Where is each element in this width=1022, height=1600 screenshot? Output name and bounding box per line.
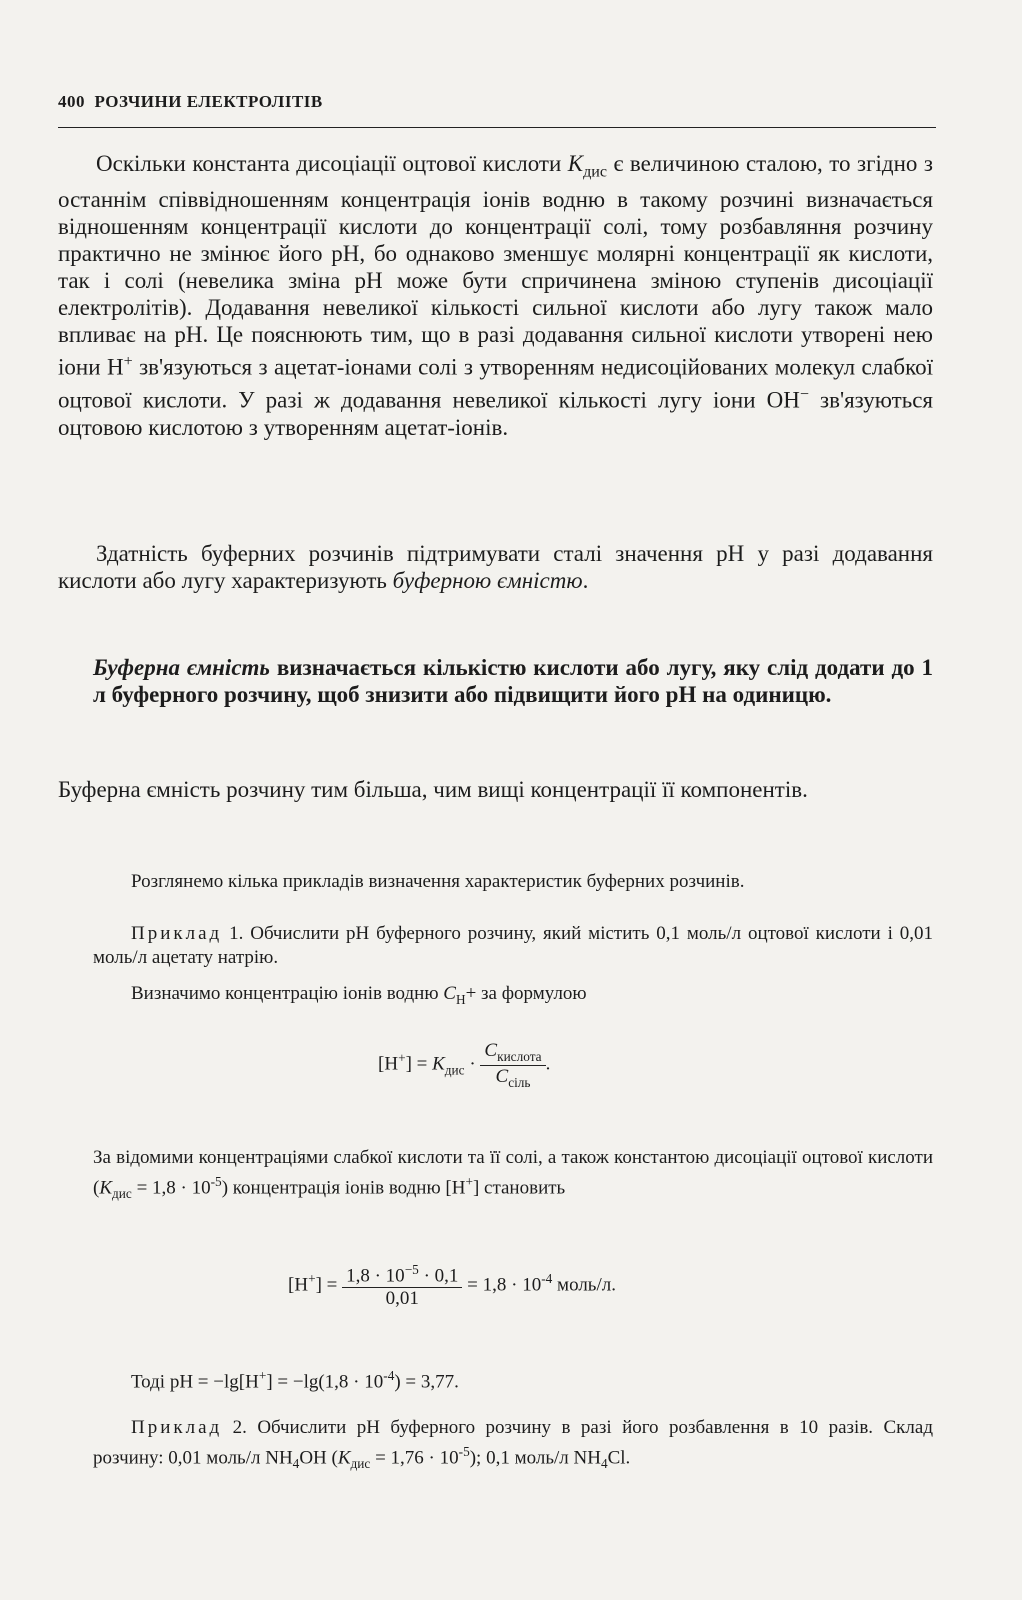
example-1-result: Тоді pH = $-\lg[H^+] = -\lg(1,8 \cdot 10^{-4}) = 3,77$. xyxy=(131,1368,459,1393)
running-header xyxy=(58,92,936,112)
page-number: 400 xyxy=(58,92,85,111)
example-1-statement: Приклад 1. Обчислити pH буферного розчину, який містить 0,1 моль/л оцтової кислоти і 0,01 моль/л ацетату натрію. xyxy=(93,923,933,968)
fraction-acid-over-salt: $\frac{C_{кислота}}{C_{сіль}}$ xyxy=(480,1040,545,1091)
paragraph-buffer-action: Оскільки константа дисоціації оцтової кислоти $K_{дис}$ є величиною сталою, то згідно з останнім співвідношенням концентрація іонів водню в такому розчині визначається відношенням концентрації кислоти до концентрації солі, тому розбавляння розчину практично не змінює його pH, бо однаково зменшує молярні концентрації як кислоти, так і солі (невелика зміна pH може бути спричинена зміною ступенів дисоціації електролітів). Додавання невеликої кількості сильної кислоти або лугу також мало впливає на pH. Це пояснюють тим, що в разі додавання сильної кислоти утворені нею іони H+ зв'язуються з ацетат-іонами солі з утворенням недисоційованих молекул слабкої оцтової кислоти. У разі ж додавання невеликої кількості лугу іони OH− зв'язуються оцтовою кислотою з утворенням ацетат-іонів. xyxy=(58,151,934,440)
paragraph-capacity-concentration: Буферна ємність розчину тим більша, чим вищі концентрації її компонентів. xyxy=(58,777,808,802)
example-1-known-values: За відомими концентраціями слабкої кислоти та її солі, а також константою дисоціації оцтової кислоти $(K_{дис} = 1,8 \cdot 10^{-5})$ концентрація іонів водню [H+] становить xyxy=(93,1147,933,1202)
example-2-statement: Приклад 2. Обчислити pH буферного розчину в разі його розбавлення в 10 разів. Склад розчину: 0,01 моль/л $NH_4OH$ $(K_{дис} = 1,76 \cdot 10^{-5})$; 0,1 моль/л $NH_4Cl$. xyxy=(93,1417,933,1472)
chapter-title: РОЗЧИНИ ЕЛЕКТРОЛІТІВ xyxy=(94,92,323,111)
examples-intro: Розглянемо кілька прикладів визначення характеристик буферних розчинів. xyxy=(131,871,745,892)
fraction-numeric: $\frac{1,8 \cdot 10^{-5} \cdot 0,1}{0,01}$ xyxy=(342,1262,462,1310)
formula-h-calculation: [H+] = $\frac{1,8 \cdot 10^{-5} \cdot 0,1}{0,01}$ = $1,8 \cdot 10^{-4}$ моль/л. xyxy=(288,1262,616,1310)
formula-h-concentration: $[H^+] = K_{дис}$ · $\frac{C_{кислота}}{C_{сіль}}$ . xyxy=(378,1040,551,1090)
header-rule xyxy=(58,127,936,128)
paragraph-buffer-capacity: Здатність буферних розчинів підтримувати сталі значення pH у разі додавання кислоти або лугу характеризують буферною ємністю. xyxy=(58,541,933,594)
example-1-method: Визначимо концентрацію іонів водню $C_H+$ за формулою xyxy=(131,983,587,1007)
definition-buffer-capacity: Буферна ємність визначається кількістю кислоти або лугу, яку слід додати до 1 л буферного розчину, щоб знизити або підвищити його pH на одиницю. xyxy=(93,655,933,708)
